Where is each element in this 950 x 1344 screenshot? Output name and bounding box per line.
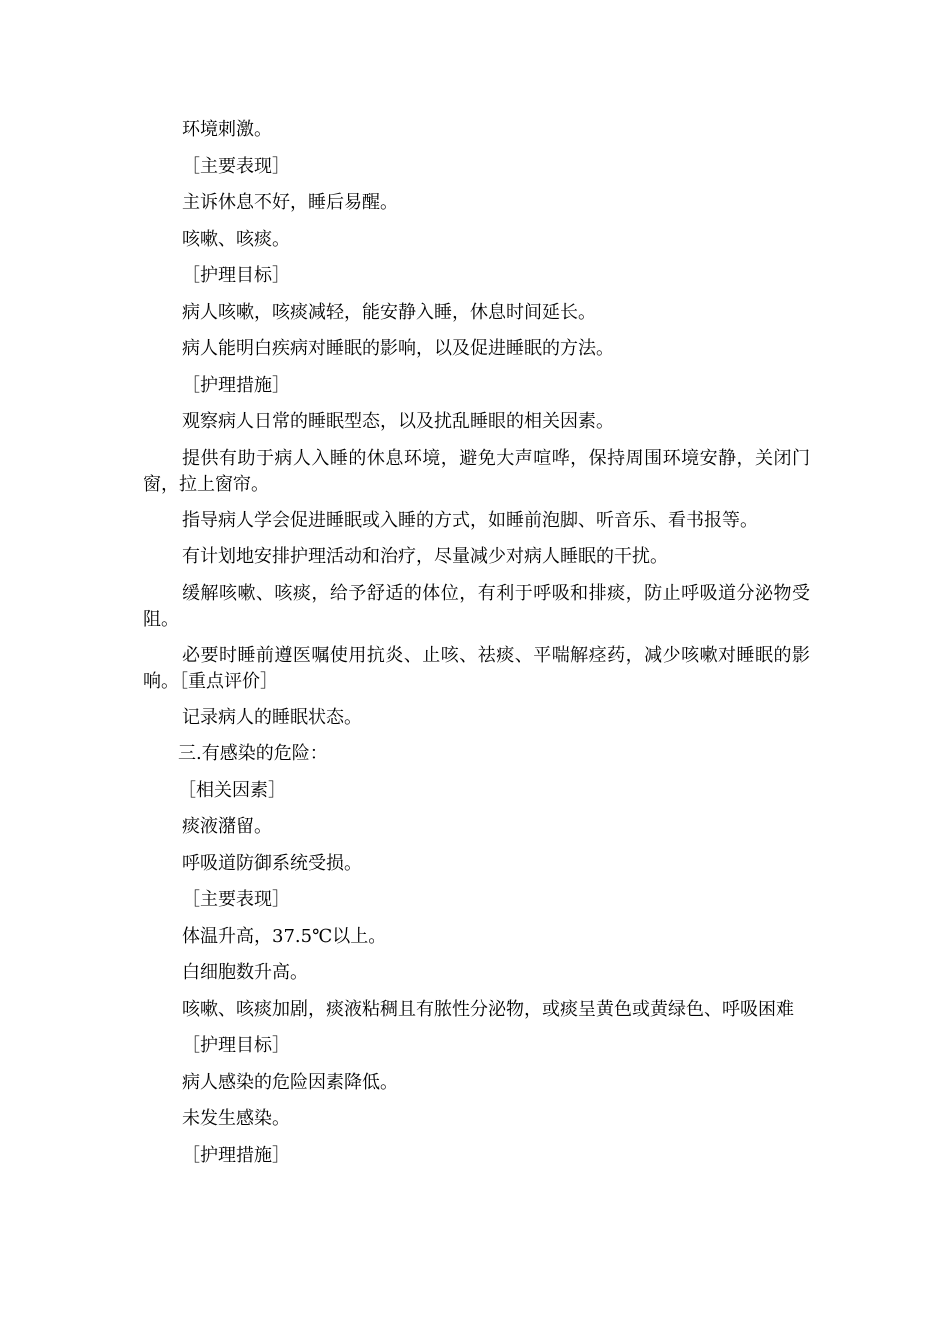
- paragraph: 痰液潴留。: [182, 816, 272, 837]
- paragraph: 指导病人学会促进睡眠或入睡的方式，如睡前泡脚、听音乐、看书报等。: [182, 509, 758, 531]
- paragraph: 提供有助于病人入睡的休息环境，避免大声喧哗，保持周围环境安静，关闭门窗，拉上窗帘。: [143, 447, 810, 495]
- section-heading: ［主要表现］: [182, 155, 290, 177]
- paragraph: 咳嗽、咳痰。: [182, 228, 290, 250]
- paragraph: 必要时睡前遵医嘱使用抗炎、止咳、祛痰、平喘解痉药，减少咳嗽对睡眠的影响。［重点评价］: [143, 644, 810, 692]
- section-heading: ［主要表现］: [182, 889, 290, 910]
- paragraph: 病人感染的危险因素降低。: [182, 1071, 398, 1093]
- paragraph: 缓解咳嗽、咳痰，给予舒适的体位，有利于呼吸和排痰，防止呼吸道分泌物受阻。: [143, 582, 810, 630]
- paragraph: 体温升高，37.5℃以上。: [182, 925, 387, 947]
- section-heading: ［相关因素］: [178, 779, 286, 801]
- paragraph: 环境刺激。: [182, 119, 272, 140]
- section-heading: ［护理措施］: [182, 1144, 290, 1166]
- section-heading: ［护理目标］: [182, 265, 290, 286]
- document-body: [143, 112, 810, 1174]
- paragraph: 呼吸道防御系统受损。: [182, 852, 362, 874]
- paragraph: 未发生感染。: [182, 1108, 290, 1129]
- paragraph: 病人能明白疾病对睡眠的影响，以及促进睡眠的方法。: [182, 338, 614, 359]
- paragraph: 咳嗽、咳痰加剧，痰液粘稠且有脓性分泌物，或痰呈黄色或黄绿色、呼吸困难: [182, 998, 794, 1020]
- paragraph: 病人咳嗽，咳痰减轻，能安静入睡，休息时间延长。: [182, 301, 596, 323]
- paragraph: 主诉休息不好，睡后易醒。: [182, 192, 398, 213]
- paragraph: 有计划地安排护理活动和治疗，尽量减少对病人睡眠的干扰。: [182, 546, 668, 567]
- paragraph: 记录病人的睡眠状态。: [182, 706, 362, 728]
- section-title: 三.有感染的危险：: [178, 743, 328, 764]
- section-heading: ［护理措施］: [182, 374, 290, 396]
- paragraph: 观察病人日常的睡眠型态，以及扰乱睡眼的相关因素。: [182, 411, 614, 432]
- paragraph: 白细胞数升高。: [182, 962, 308, 983]
- section-heading: ［护理目标］: [182, 1035, 290, 1056]
